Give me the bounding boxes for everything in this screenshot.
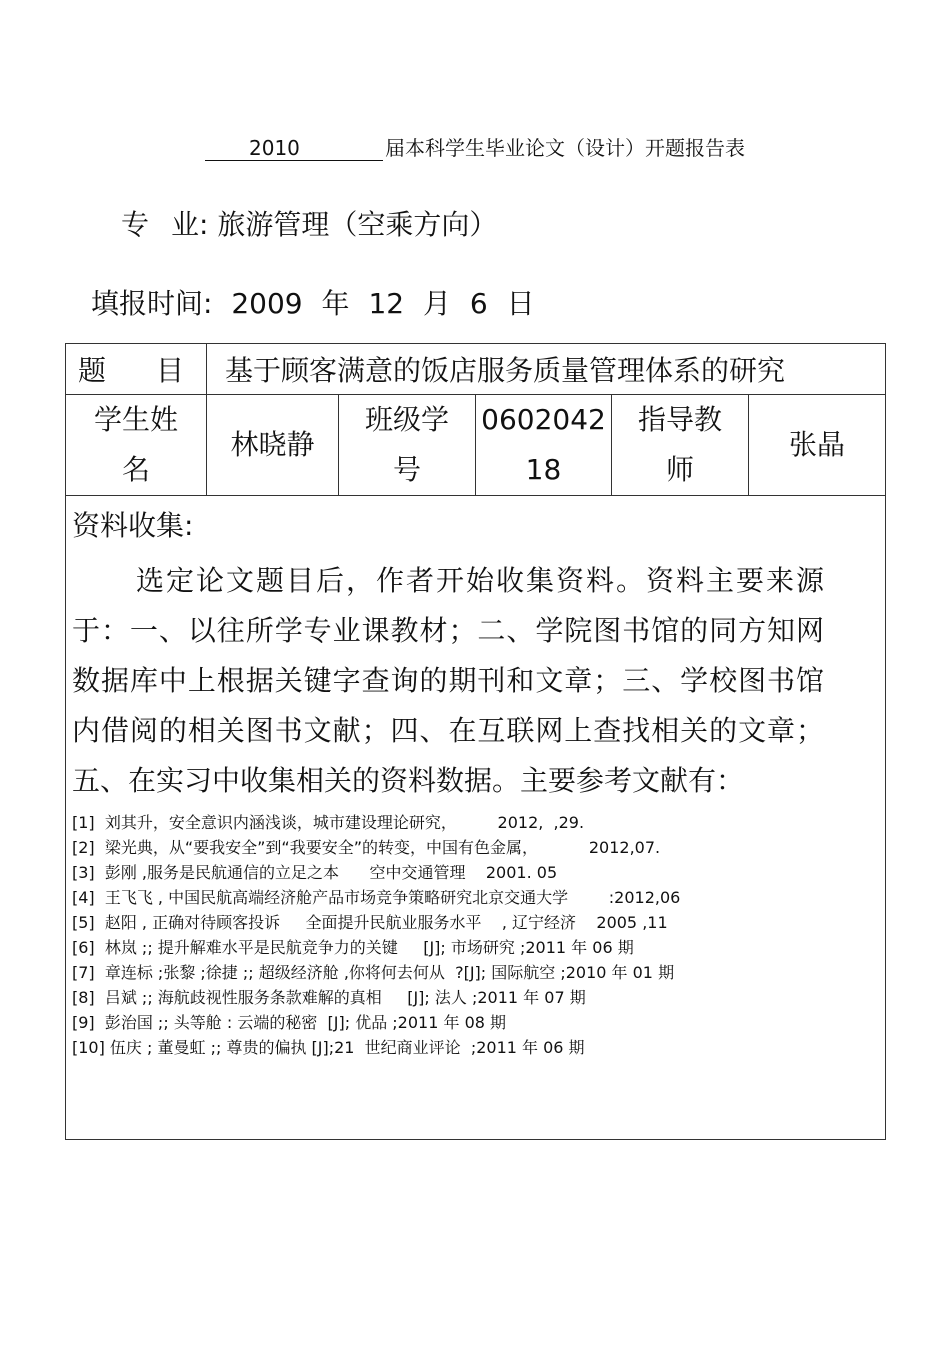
fill-date-day-unit: 日 bbox=[506, 287, 535, 320]
class-id-value-b: 18 bbox=[525, 453, 562, 486]
reference-item: [5] 赵阳 , 正确对待顾客投诉 全面提升民航业服务水平 , 辽宁经济 2005 ,11 bbox=[72, 913, 668, 932]
class-id-label-b: 号 bbox=[392, 453, 421, 486]
fill-date-label: 填报时间: bbox=[91, 287, 213, 320]
topic-label-b: 目 bbox=[156, 354, 185, 387]
class-id-label-cell bbox=[339, 395, 476, 496]
reference-item: [10] 伍庆 ; 董曼虹 ;; 尊贵的偏执 [J];21 世纪商业评论 ;2011 年 06 期 bbox=[72, 1038, 585, 1057]
form-title-text: 届本科学生毕业论文（设计）开题报告表 bbox=[385, 136, 745, 160]
major-value: 旅游管理（空乘方向） bbox=[217, 208, 498, 241]
reference-item: [8] 吕斌 ;; 海航歧视性服务条款难解的真相 [J]; 法人 ;2011 年 07 期 bbox=[72, 988, 586, 1007]
form-title bbox=[0, 132, 950, 161]
reference-item: [6] 林岚 ;; 提升解难水平是民航竞争力的关键 [J]; 市场研究 ;2011 年 06 期 bbox=[72, 938, 634, 957]
student-name-label-cell bbox=[66, 395, 207, 496]
collection-title: 资料收集: bbox=[72, 509, 194, 542]
class-id-label-a: 班级学 bbox=[364, 403, 449, 436]
topic-label-cell bbox=[66, 344, 207, 395]
topic-label-a: 题 bbox=[78, 354, 107, 387]
proposal-table bbox=[65, 343, 886, 1140]
advisor-label-cell bbox=[612, 395, 749, 496]
fill-date-line bbox=[91, 282, 545, 322]
collection-paragraph: 选定论文题目后，作者开始收集资料。资料主要来源于：一、以往所学专业课教材；二、学院图书馆的同方知网数据库中上根据关键字查询的期刊和文章；三、学校图书馆内借阅的相关图书文献；四、在互联网上查找相关的文章；五、在实习中收集相关的资料数据。主要参考文献有： bbox=[72, 564, 824, 797]
fill-date-month: 12 bbox=[368, 287, 405, 320]
major-label-a: 专 bbox=[121, 208, 150, 241]
reference-item: [1] 刘其升，安全意识内涵浅谈，城市建设理论研究， 2012, ,29. bbox=[72, 813, 585, 832]
student-info-row bbox=[66, 395, 886, 496]
advisor-label-a: 指导教 bbox=[637, 403, 722, 436]
major-label-b: 业: bbox=[171, 208, 209, 241]
reference-item: [3] 彭刚 ,服务是民航通信的立足之本 空中交通管理 2001. 05 bbox=[72, 863, 558, 882]
topic-value-cell: 基于顾客满意的饭店服务质量管理体系的研究 bbox=[207, 344, 886, 395]
reference-item: [2] 梁光典，从“要我安全”到“我要安全”的转变，中国有色金属， 2012,07. bbox=[72, 838, 661, 857]
topic-row bbox=[66, 344, 886, 395]
collection-row bbox=[66, 496, 886, 1140]
student-name-value: 林晓静 bbox=[207, 395, 339, 496]
advisor-label-b: 师 bbox=[665, 453, 694, 486]
fill-date-day: 6 bbox=[469, 287, 488, 320]
fill-date-year: 2009 bbox=[231, 287, 303, 320]
reference-item: [9] 彭治国 ;; 头等舱 : 云端的秘密 [J]; 优品 ;2011 年 08 期 bbox=[72, 1013, 507, 1032]
class-id-value-a: 0602042 bbox=[481, 403, 606, 436]
reference-list bbox=[72, 810, 885, 1060]
student-name-label-b: 名 bbox=[121, 453, 150, 486]
student-name-label-a: 学生姓 bbox=[93, 403, 178, 436]
class-id-value-cell bbox=[476, 395, 612, 496]
reference-item: [4] 王飞飞 , 中国民航高端经济舱产品市场竞争策略研究北京交通大学 :2012,06 bbox=[72, 888, 681, 907]
reference-item: [7] 章连标 ;张黎 ;徐捷 ;; 超级经济舱 ,你将何去何从 ?[J]; 国际航空 ;2010 年 01 期 bbox=[72, 963, 675, 982]
advisor-value: 张晶 bbox=[749, 395, 886, 496]
graduation-year: 2010 bbox=[205, 136, 383, 161]
fill-date-year-unit: 年 bbox=[321, 287, 350, 320]
fill-date-month-unit: 月 bbox=[422, 287, 451, 320]
collection-cell bbox=[66, 496, 886, 1140]
major-line bbox=[121, 203, 497, 243]
